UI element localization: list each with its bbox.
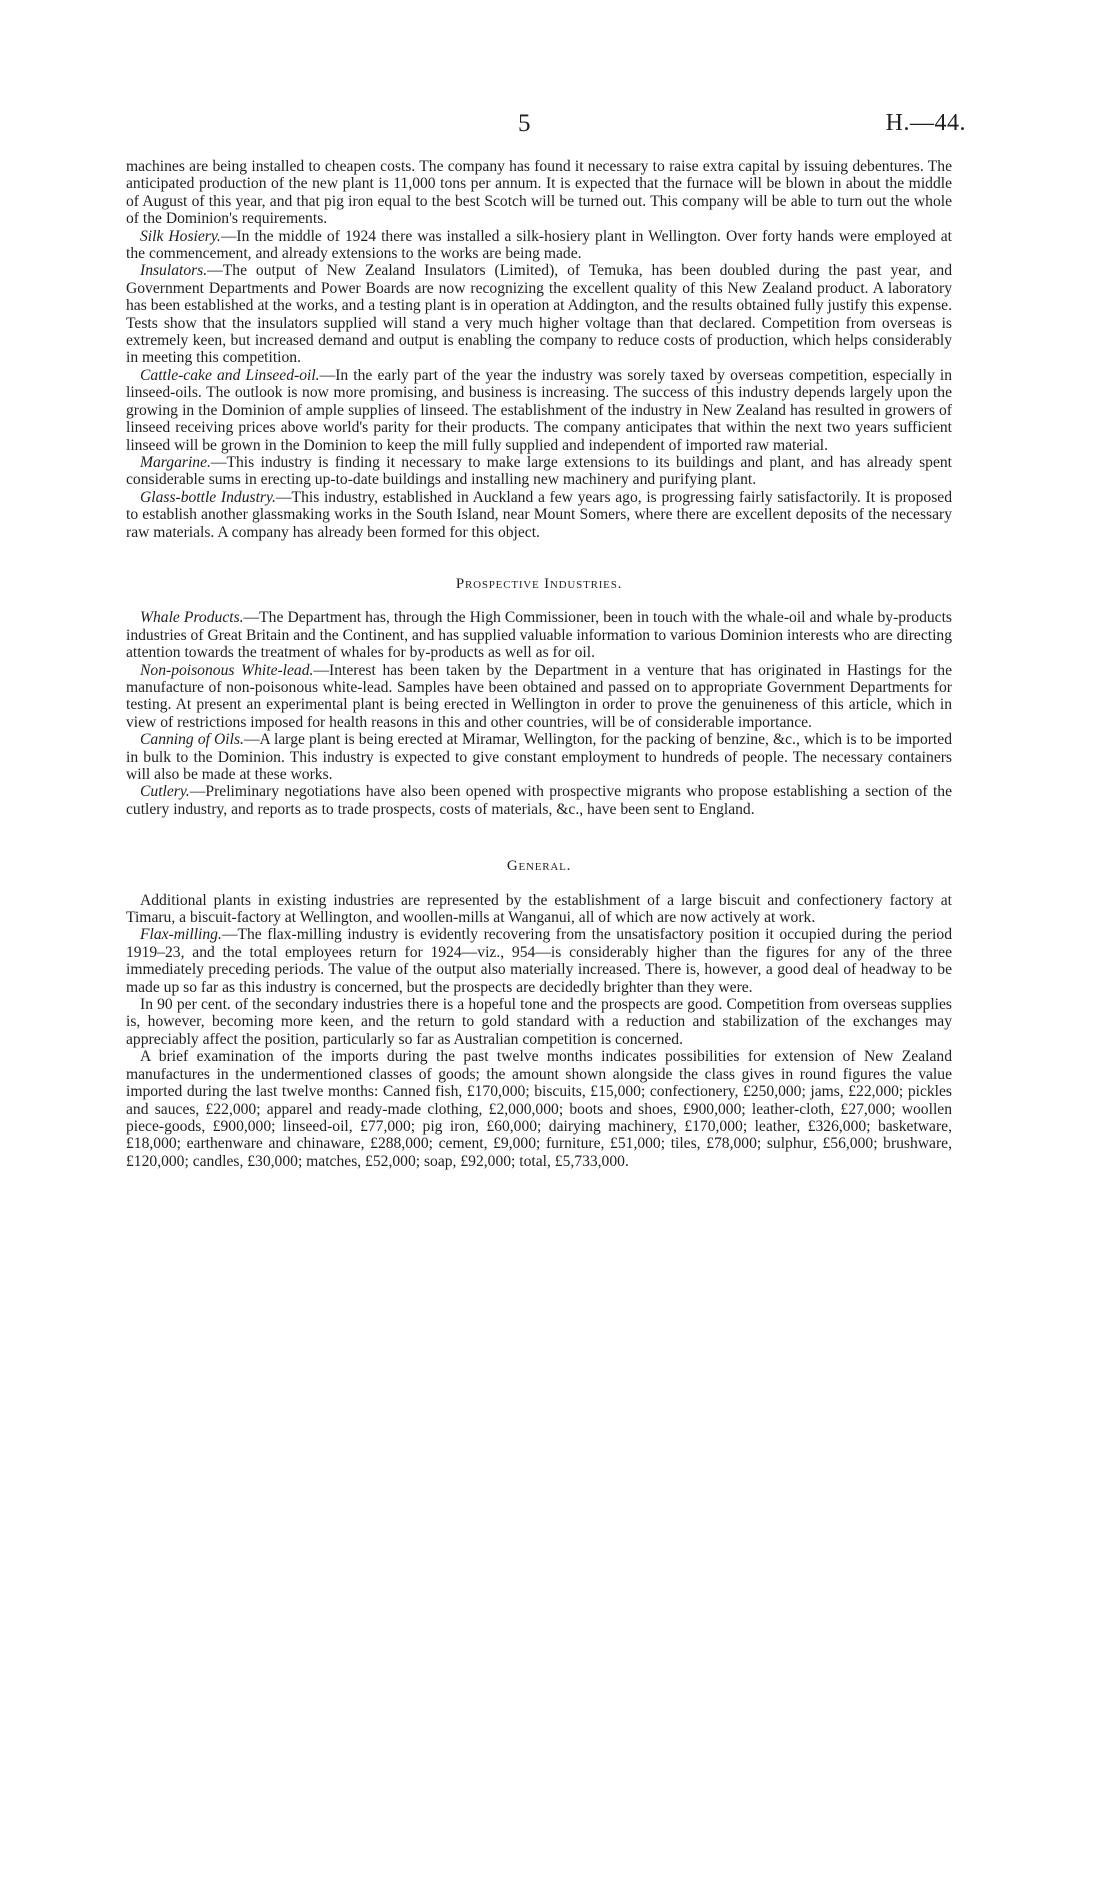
paragraph-imports: A brief examination of the imports during the past twelve months indicates possibilities for extension of New Zealand manufactures in the undermentioned classes of goods; the amount shown alongside the class gives in round figures the value imported during the last twelve months: Canned fish, £170,000; biscuits, £15,000; confectionery, £250,000; jams, £22,000; pickles and sauces, £22,000; apparel and ready-made clothing, £2,000,000; boots and shoes, £900,000; leather-cloth, £27,000; woollen piece-goods, £900,000; linseed-oil, £77,000; pig iron, £60,000; dairying machinery, £170,000; leather, £326,000; basketware, £18,000; earthenware and chinaware, £288,000; cement, £9,000; furniture, £51,000; tiles, £78,000; sulphur, £56,000; brushware, £120,000; candles, £30,000; matches, £52,000; soap, £92,000; total, £5,733,000.: [126, 1048, 952, 1170]
paragraph-title: Non-poisonous White-lead.: [140, 661, 314, 679]
paragraph-title: Flax-milling.: [140, 926, 222, 944]
paragraph-title: Cutlery.: [140, 783, 190, 801]
paragraph-whale-products: [126, 609, 952, 661]
paragraph-flax-milling: [126, 926, 952, 996]
paragraph-glass-bottle: [126, 489, 952, 541]
paragraph-title: Canning of Oils.: [140, 731, 244, 749]
paragraph-text: —In the middle of 1924 there was installed a silk-hosiery plant in Wellington. Over forty hands were employed at the commencement, and already extensions to the works are being made.: [126, 227, 952, 263]
paragraph-secondary-industries: In 90 per cent. of the secondary industries there is a hopeful tone and the prospects are good. Competition from overseas supplies is, however, becoming more keen, and the return to gold standard with a reduction and stabilization of the exchanges may appreciably affect the position, particularly so far as Australian competition is concerned.: [126, 996, 952, 1048]
paragraph-canning-of-oils: [126, 731, 952, 783]
paragraph-title: Cattle-cake and Linseed-oil.: [140, 366, 320, 384]
document-body: [126, 158, 952, 1170]
paragraph-text: —The output of New Zealand Insulators (Limited), of Temuka, has been doubled during the past year, and Government Departments and Power Boards are now recognizing the excellent quality of this New Zealand product. A laboratory has been established at the works, and a testing plant is in operation at Addington, and the results obtained fully justify this expense. Tests show that the insulators supplied will stand a very much higher voltage than that declared. Competition from overseas is extremely keen, but increased demand and output is enabling the company to reduce costs of production, which helps considerably in meeting this competition.: [126, 262, 952, 367]
paragraph-cutlery: [126, 783, 952, 818]
paragraph-silk-hosiery: [126, 228, 952, 263]
section-heading-general: General.: [506, 858, 572, 875]
paragraph-text: —Interest has been taken by the Department in a venture that has originated in Hastings for the manufacture of non-poisonous white-lead. Samples have been obtained and passed on to appropriate Government Departments for testing. At present an experimental plant is being erected in Wellington in order to prove the genuineness of this article, which in view of restrictions imposed for health reasons in this and other countries, will be of considerable importance.: [126, 661, 953, 731]
paragraph-insulators: [126, 262, 952, 366]
paragraph-margarine: [126, 454, 952, 489]
paragraph-text: —In the early part of the year the industry was sorely taxed by overseas competition, especially in linseed-oils. The outlook is now more promising, and business is increasing. The success of this industry depends largely upon the growing in the Dominion of ample supplies of linseed. The establishment of the industry in New Zealand has resulted in growers of linseed receiving prices above world's parity for their products. The company anticipates that within the next two years sufficient linseed will be grown in the Dominion to keep the mill fully supplied and independent of imported raw material.: [126, 366, 952, 454]
paragraph-additional-plants: Additional plants in existing industries are represented by the establishment of a large biscuit and confectionery factory at Timaru, a biscuit-factory at Wellington, and woollen-mills at Wanganui, all of which are now actively at work.: [126, 891, 952, 927]
paragraph-text: —The flax-milling industry is evidently recovering from the unsatisfactory position it occupied during the period 1919–23, and the total employees return for 1924—viz., 954—is considerably higher than the figures for any of the three immediately preceding periods. The value of the output also materially increased. There is, however, a good deal of headway to be made up so far as this industry is concerned, but the prospects are decidedly brighter than they were.: [126, 926, 952, 996]
paragraph-title: Glass-bottle Industry.: [140, 488, 276, 506]
paragraph-intro: machines are being installed to cheapen costs. The company has found it necessary to raise extra capital by issuing debentures. The anticipated production of the new plant is 11,000 tons per annum. It is expected that the furnace will be blown in about the middle of August of this year, and that pig iron equal to the best Scotch will be turned out. This company will be able to turn out the whole of the Dominion's requirements.: [126, 158, 952, 228]
paragraph-text: —The Department has, through the High Commissioner, been in touch with the whale-oil and whale by-products industries of Great Britain and the Continent, and has supplied valuable information to various Dominion interests who are directing attention towards the treatment of whales for by-products as well as for oil.: [126, 609, 952, 662]
paragraph-title: Silk Hosiery.: [140, 227, 221, 245]
paragraph-text: —This industry is finding it necessary to make large extensions to its buildings and plant, and has already spent considerable sums in erecting up-to-date buildings and installing new machinery and purifying plant.: [126, 453, 952, 489]
paragraph-text: —Preliminary negotiations have also been opened with prospective migrants who propose establishing a section of the cutlery industry, and reports as to trade prospects, costs of materials, &c., have been sent to England.: [126, 783, 952, 818]
paragraph-white-lead: [126, 662, 952, 732]
paragraph-text: —This industry, established in Auckland a few years ago, is progressing fairly satisfactorily. It is proposed to establish another glassmaking works in the South Island, near Mount Somers, where there are excellent deposits of the necessary raw materials. A company has already been formed for this object.: [126, 488, 952, 541]
paragraph-text: —A large plant is being erected at Miramar, Wellington, for the packing of benzine, &c., which is to be imported in bulk to the Dominion. This industry is expected to give constant employment to hundreds of people. The necessary containers will also be made at these works.: [126, 731, 952, 783]
paragraph-title: Whale Products.: [140, 609, 244, 627]
paragraph-title: Insulators.: [140, 262, 208, 280]
page-number: 5: [518, 110, 531, 137]
paragraph-title: Margarine.: [140, 453, 211, 471]
section-heading-prospective-industries: Prospective Industries.: [455, 575, 623, 592]
paragraph-cattle-cake: [126, 367, 952, 454]
document-reference: H.—44.: [885, 110, 966, 136]
